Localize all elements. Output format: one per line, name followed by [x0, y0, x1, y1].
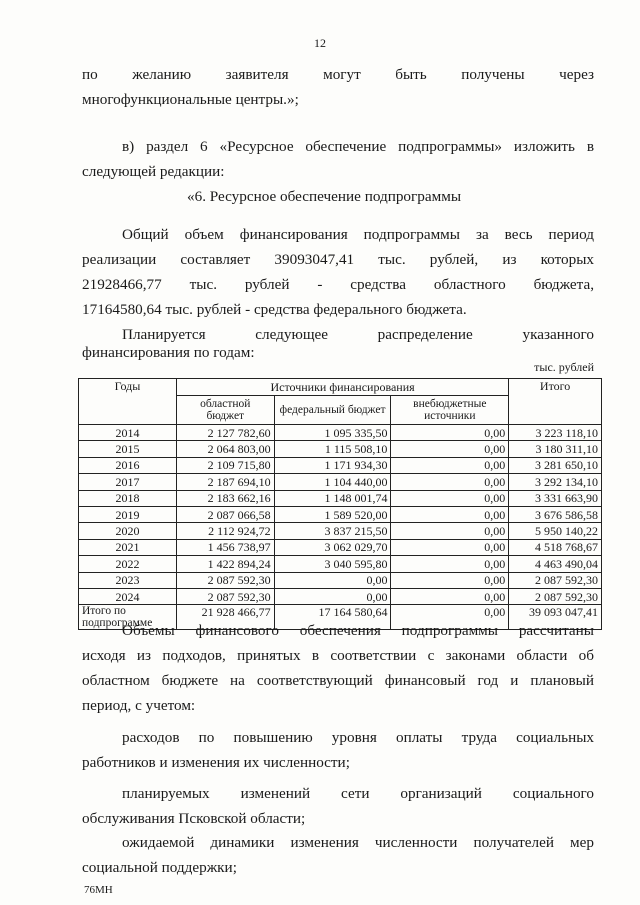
- section-title: «6. Ресурсное обеспечение подпрограммы: [187, 188, 462, 205]
- cell-regional: 21 928 466,77: [176, 605, 274, 630]
- cell-federal: 1 171 934,30: [274, 457, 391, 473]
- paragraph-line: планируемых изменений сети организаций социального: [122, 785, 594, 802]
- paragraph-line: по желанию заявителя могут быть получены через: [82, 66, 594, 83]
- cell-federal: 1 115 508,10: [274, 441, 391, 457]
- cell-extra: 0,00: [391, 572, 509, 588]
- cell-regional: 2 064 803,00: [176, 441, 274, 457]
- cell-year: 2021: [79, 539, 177, 555]
- paragraph-line: Планируется следующее распределение указанного: [122, 326, 594, 343]
- paragraph-line: Общий объем финансирования подпрограммы за весь период: [122, 226, 594, 243]
- cell-federal: 0,00: [274, 572, 391, 588]
- paragraph-line: в) раздел 6 «Ресурсное обеспечение подпрограммы» изложить в: [122, 138, 594, 155]
- cell-year: 2023: [79, 572, 177, 588]
- table-row: [79, 539, 602, 555]
- cell-extra: 0,00: [391, 506, 509, 522]
- cell-extra: 0,00: [391, 539, 509, 555]
- cell-regional: 2 087 592,30: [176, 588, 274, 604]
- cell-extra: 0,00: [391, 605, 509, 630]
- paragraph-line: многофункциональные центры.»;: [82, 91, 299, 108]
- table-row: [79, 506, 602, 522]
- financing-table: [78, 378, 602, 630]
- cell-regional: 1 422 894,24: [176, 556, 274, 572]
- paragraph-line: реализации составляет 39093047,41 тыс. рублей, из которых: [82, 251, 594, 268]
- cell-total: 5 950 140,22: [509, 523, 602, 539]
- cell-federal: 1 589 520,00: [274, 506, 391, 522]
- paragraph-line: исходя из подходов, принятых в соответствии с законами области об: [82, 647, 594, 664]
- paragraph-line: областном бюджете на соответствующий финансовый год и плановый: [82, 672, 594, 689]
- cell-year: 2022: [79, 556, 177, 572]
- cell-total: 3 292 134,10: [509, 474, 602, 490]
- cell-regional: 2 187 694,10: [176, 474, 274, 490]
- cell-federal: 0,00: [274, 588, 391, 604]
- table-row: [79, 474, 602, 490]
- header-sources: Источники финансирования: [176, 379, 508, 396]
- paragraph-line: обслуживания Псковской области;: [82, 810, 306, 827]
- cell-extra: 0,00: [391, 490, 509, 506]
- document-code: 76МН: [84, 884, 113, 896]
- header-total: Итого: [509, 379, 602, 425]
- cell-total: 3 331 663,90: [509, 490, 602, 506]
- cell-year: 2015: [79, 441, 177, 457]
- cell-regional: 2 087 592,30: [176, 572, 274, 588]
- paragraph-line: работников и изменения их численности;: [82, 754, 350, 771]
- table-row: [79, 523, 602, 539]
- cell-extra: 0,00: [391, 556, 509, 572]
- header-extra: внебюджетные источники: [391, 396, 509, 425]
- table-row: [79, 457, 602, 473]
- paragraph-line: Объемы финансового обеспечения подпрограммы рассчитаны: [122, 622, 594, 639]
- paragraph-line: социальной поддержки;: [82, 859, 237, 876]
- cell-federal: 1 104 440,00: [274, 474, 391, 490]
- cell-year: 2017: [79, 474, 177, 490]
- paragraph-line: 21928466,77 тыс. рублей - средства областного бюджета,: [82, 276, 594, 293]
- cell-total: 3 180 311,10: [509, 441, 602, 457]
- header-regional: областной бюджет: [176, 396, 274, 425]
- cell-federal: 3 837 215,50: [274, 523, 391, 539]
- cell-total: 2 087 592,30: [509, 572, 602, 588]
- cell-extra: 0,00: [391, 441, 509, 457]
- cell-year: 2014: [79, 425, 177, 441]
- table-row: [79, 490, 602, 506]
- paragraph-line: период, с учетом:: [82, 697, 196, 714]
- cell-year: 2018: [79, 490, 177, 506]
- paragraph-line: 17164580,64 тыс. рублей - средства федерального бюджета.: [82, 301, 467, 318]
- paragraph-line: финансирования по годам:: [82, 344, 255, 361]
- page-number: 12: [314, 36, 326, 50]
- cell-total-label: Итого по подпрограмме: [79, 605, 177, 630]
- paragraph-line: ожидаемой динамики изменения численности получателей мер: [122, 834, 594, 851]
- cell-total: 2 087 592,30: [509, 588, 602, 604]
- cell-regional: 2 109 715,80: [176, 457, 274, 473]
- table-row: [79, 588, 602, 604]
- cell-total: 3 223 118,10: [509, 425, 602, 441]
- cell-total: 4 518 768,67: [509, 539, 602, 555]
- table-row: [79, 425, 602, 441]
- cell-federal: 3 040 595,80: [274, 556, 391, 572]
- paragraph-line: расходов по повышению уровня оплаты труда социальных: [122, 729, 594, 746]
- cell-total: 39 093 047,41: [509, 605, 602, 630]
- cell-regional: 2 112 924,72: [176, 523, 274, 539]
- cell-total: 4 463 490,04: [509, 556, 602, 572]
- cell-extra: 0,00: [391, 474, 509, 490]
- cell-year: 2024: [79, 588, 177, 604]
- cell-federal: 1 148 001,74: [274, 490, 391, 506]
- table-row: [79, 441, 602, 457]
- cell-extra: 0,00: [391, 523, 509, 539]
- cell-year: 2019: [79, 506, 177, 522]
- cell-regional: 2 087 066,58: [176, 506, 274, 522]
- cell-federal: 17 164 580,64: [274, 605, 391, 630]
- header-years: Годы: [79, 379, 177, 425]
- cell-regional: 2 127 782,60: [176, 425, 274, 441]
- cell-regional: 2 183 662,16: [176, 490, 274, 506]
- cell-extra: 0,00: [391, 425, 509, 441]
- table-row: [79, 572, 602, 588]
- table-unit-label: тыс. рублей: [534, 360, 594, 374]
- cell-extra: 0,00: [391, 457, 509, 473]
- header-federal: федеральный бюджет: [274, 396, 391, 425]
- cell-total: 3 676 586,58: [509, 506, 602, 522]
- cell-year: 2020: [79, 523, 177, 539]
- cell-total: 3 281 650,10: [509, 457, 602, 473]
- table-row: [79, 556, 602, 572]
- cell-federal: 1 095 335,50: [274, 425, 391, 441]
- cell-regional: 1 456 738,97: [176, 539, 274, 555]
- cell-federal: 3 062 029,70: [274, 539, 391, 555]
- cell-year: 2016: [79, 457, 177, 473]
- cell-extra: 0,00: [391, 588, 509, 604]
- paragraph-line: следующей редакции:: [82, 163, 225, 180]
